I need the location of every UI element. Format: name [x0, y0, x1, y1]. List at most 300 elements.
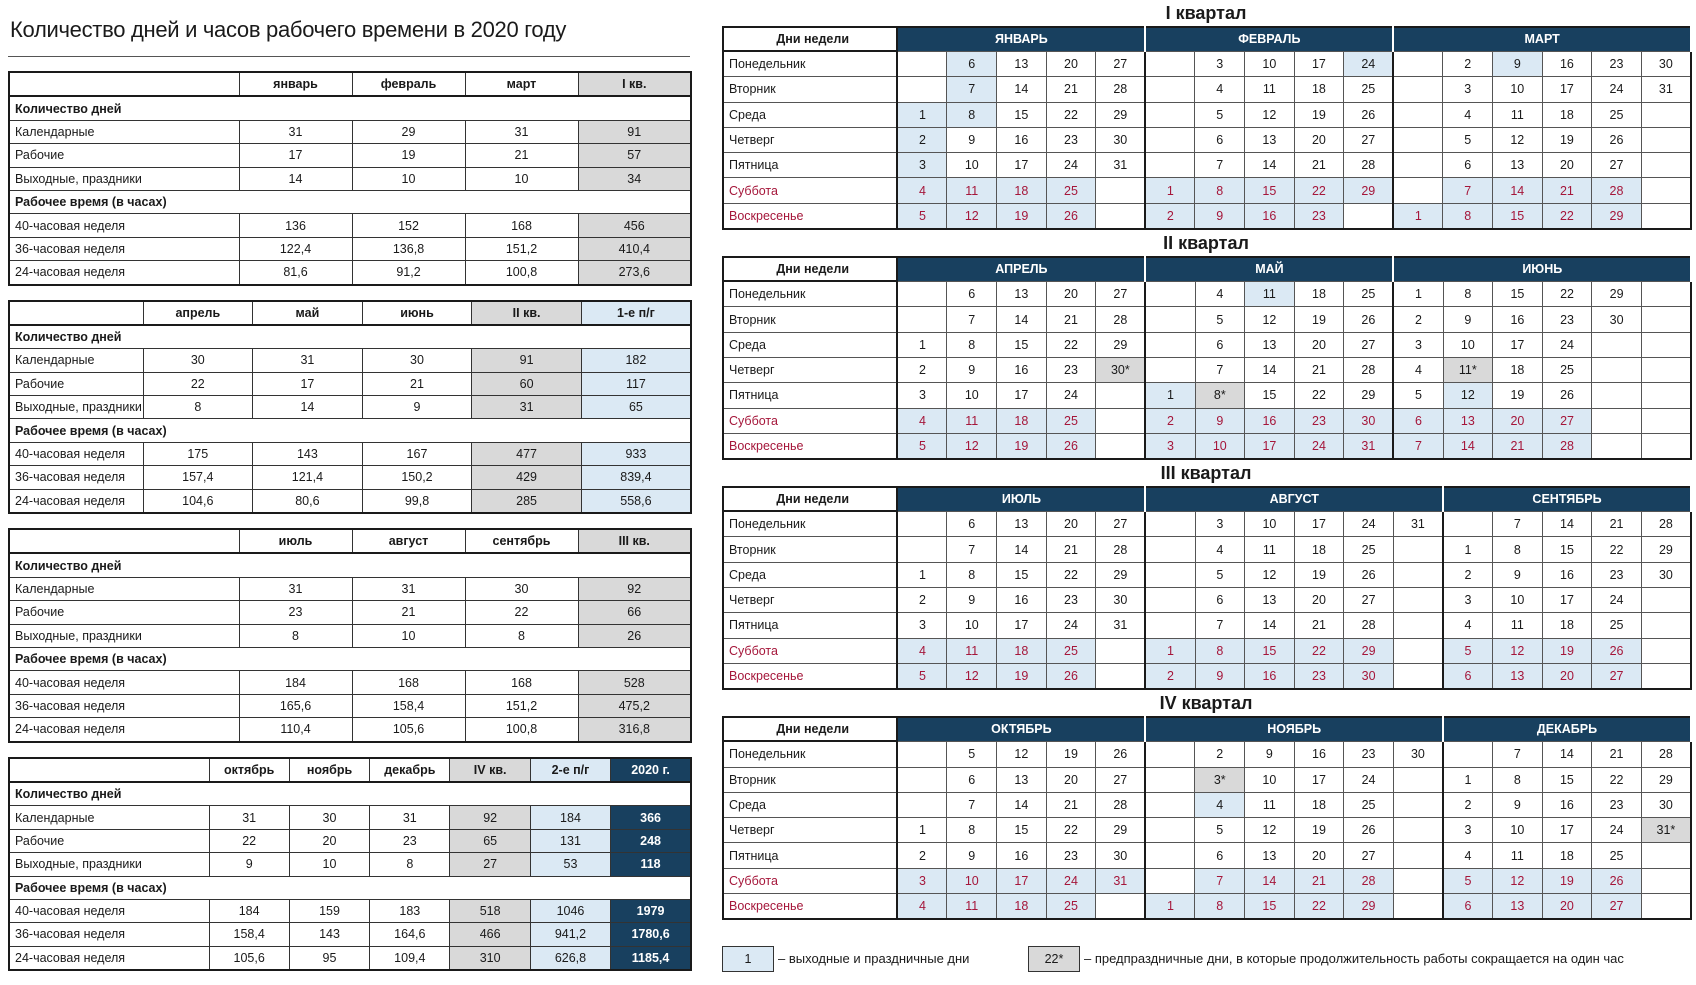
stats-cell: 477	[472, 442, 582, 465]
day-cell: 26	[1344, 818, 1394, 843]
day-cell: 16	[997, 127, 1047, 152]
stats-row-label: 40-часовая неделя	[9, 899, 209, 922]
day-cell: 28	[1096, 307, 1146, 332]
stats-cell: 933	[581, 442, 691, 465]
stats-cell: 152	[352, 214, 465, 237]
stats-cell: 99,8	[362, 489, 472, 513]
stats-cell: 23	[370, 829, 450, 852]
day-cell: 18	[1294, 792, 1344, 817]
stats-cell: 95	[289, 946, 369, 970]
stats-row-label: Выходные, праздники	[9, 624, 239, 647]
day-cell: 4	[1393, 357, 1443, 382]
month-header: ОКТЯБРЬ	[897, 717, 1145, 741]
month-header: МАРТ	[1393, 27, 1691, 51]
day-cell: 20	[1046, 511, 1096, 537]
day-cell: 2	[897, 127, 947, 152]
stats-row	[9, 489, 691, 513]
stats-cell: 466	[450, 923, 530, 946]
day-cell	[897, 767, 947, 792]
stats-cell: 118	[611, 853, 691, 876]
weekday-label: Понедельник	[723, 741, 897, 767]
day-cell: 21	[1542, 178, 1592, 203]
stats-cell: 60	[472, 372, 582, 395]
day-cell: 13	[997, 767, 1047, 792]
stats-row-label: Рабочие	[9, 829, 209, 852]
day-cell: 31	[1641, 77, 1691, 102]
stats-cell: 100,8	[465, 261, 578, 285]
day-cell: 7	[947, 77, 997, 102]
day-cell: 10	[1245, 767, 1295, 792]
stats-cell: 121,4	[253, 466, 363, 489]
day-cell: 5	[947, 741, 997, 767]
day-cell: 29	[1344, 178, 1394, 203]
day-cell: 12	[1245, 818, 1295, 843]
day-cell: 17	[1542, 588, 1592, 613]
day-cell: 21	[1294, 357, 1344, 382]
day-cell	[1641, 613, 1691, 638]
day-cell	[1393, 562, 1443, 587]
day-cell: 3	[897, 613, 947, 638]
day-cell: 1	[897, 102, 947, 127]
day-cell	[1145, 613, 1195, 638]
day-cell: 15	[1245, 178, 1295, 203]
day-cell	[1641, 588, 1691, 613]
stats-row	[9, 120, 691, 143]
stats-column-header: сентябрь	[465, 529, 578, 553]
stats-cell: 165,6	[239, 694, 352, 717]
day-cell: 23	[1294, 203, 1344, 229]
day-cell: 14	[1542, 741, 1592, 767]
stats-cell: 19	[352, 144, 465, 167]
stats-row-label: 36-часовая неделя	[9, 694, 239, 717]
day-cell: 31	[1096, 868, 1146, 893]
day-cell: 22	[1046, 562, 1096, 587]
day-cell: 13	[1245, 127, 1295, 152]
day-cell: 14	[1245, 613, 1295, 638]
day-cell: 11	[947, 408, 997, 433]
day-cell	[1393, 588, 1443, 613]
stats-row-label: 24-часовая неделя	[9, 718, 239, 742]
day-cell	[1641, 433, 1691, 459]
day-cell: 30	[1344, 408, 1394, 433]
day-cell	[1145, 588, 1195, 613]
day-cell: 13	[1245, 588, 1295, 613]
stats-cell: 14	[239, 167, 352, 190]
stats-cell: 30	[289, 806, 369, 829]
stats-cell: 17	[253, 372, 363, 395]
day-cell: 26	[1344, 562, 1394, 587]
day-cell: 25	[1344, 792, 1394, 817]
day-cell: 30*	[1096, 357, 1146, 382]
day-cell	[1145, 562, 1195, 587]
stats-column-header: 2020 г.	[611, 758, 691, 782]
stats-cell: 8	[239, 624, 352, 647]
day-cell: 26	[1046, 433, 1096, 459]
day-cell: 15	[1542, 767, 1592, 792]
day-cell: 1	[897, 818, 947, 843]
stats-cell: 184	[209, 899, 289, 922]
day-cell	[1641, 868, 1691, 893]
day-cell: 20	[1046, 51, 1096, 77]
day-cell: 2	[1393, 307, 1443, 332]
day-cell: 4	[1195, 281, 1245, 307]
day-cell: 17	[997, 153, 1047, 178]
day-cell: 16	[1245, 663, 1295, 689]
day-cell	[897, 77, 947, 102]
stats-cell: 21	[362, 372, 472, 395]
day-cell: 26	[1592, 127, 1642, 152]
stats-cell: 31	[209, 806, 289, 829]
stats-cell: 475,2	[578, 694, 691, 717]
stats-cell: 248	[611, 829, 691, 852]
day-cell: 8*	[1195, 383, 1245, 408]
day-cell	[1592, 357, 1642, 382]
day-cell	[1393, 51, 1443, 77]
day-cell: 28	[1641, 741, 1691, 767]
day-cell: 15	[1542, 537, 1592, 562]
stats-cell: 23	[239, 601, 352, 624]
weekday-label: Воскресенье	[723, 203, 897, 229]
day-cell	[1443, 511, 1493, 537]
day-cell: 25	[1046, 638, 1096, 663]
day-cell: 10	[947, 153, 997, 178]
day-cell: 15	[997, 332, 1047, 357]
day-cell: 11	[1493, 613, 1543, 638]
day-cell	[1393, 537, 1443, 562]
calendar-week-row	[723, 663, 1691, 689]
day-cell: 27	[1592, 894, 1642, 920]
stats-cell: 136	[239, 214, 352, 237]
stats-cell: 8	[143, 396, 253, 419]
stats-cell: 518	[450, 899, 530, 922]
day-cell	[1641, 357, 1691, 382]
stats-section-title: Рабочее время (в часах)	[9, 647, 691, 670]
stats-cell: 31	[472, 396, 582, 419]
day-cell: 23	[1294, 408, 1344, 433]
weekday-label: Вторник	[723, 307, 897, 332]
stats-cell: 27	[450, 853, 530, 876]
day-cell: 3	[1195, 51, 1245, 77]
day-cell: 20	[1294, 127, 1344, 152]
day-cell: 28	[1096, 537, 1146, 562]
day-cell: 21	[1493, 433, 1543, 459]
day-cell: 23	[1046, 588, 1096, 613]
month-header: ДЕКАБРЬ	[1443, 717, 1691, 741]
day-cell	[897, 307, 947, 332]
stats-cell: 182	[581, 349, 691, 372]
day-cell: 6	[1195, 127, 1245, 152]
month-header: АПРЕЛЬ	[897, 257, 1145, 281]
day-cell: 17	[1294, 51, 1344, 77]
day-cell: 18	[1493, 357, 1543, 382]
stats-row	[9, 349, 691, 372]
day-cell: 13	[1493, 153, 1543, 178]
day-cell	[1393, 818, 1443, 843]
day-cell	[1145, 332, 1195, 357]
day-cell: 10	[947, 868, 997, 893]
day-cell: 1	[897, 562, 947, 587]
stats-row-label: Календарные	[9, 349, 143, 372]
stats-row	[9, 167, 691, 190]
day-cell: 14	[997, 77, 1047, 102]
day-cell	[1096, 408, 1146, 433]
day-cell	[1393, 894, 1443, 920]
stats-cell: 150,2	[362, 466, 472, 489]
day-cell: 12	[1245, 307, 1295, 332]
day-cell: 2	[1443, 792, 1493, 817]
day-cell: 29	[1096, 562, 1146, 587]
day-cell: 4	[1195, 77, 1245, 102]
stats-section-row	[9, 782, 691, 806]
stats-cell: 131	[530, 829, 610, 852]
day-cell: 5	[1443, 868, 1493, 893]
day-cell: 4	[897, 894, 947, 920]
day-cell: 12	[1245, 562, 1295, 587]
weekday-label: Воскресенье	[723, 894, 897, 920]
day-cell: 30	[1641, 562, 1691, 587]
day-cell: 21	[1592, 741, 1642, 767]
stats-cell: 81,6	[239, 261, 352, 285]
month-header: СЕНТЯБРЬ	[1443, 487, 1691, 511]
day-cell: 17	[1542, 77, 1592, 102]
calendar-week-row	[723, 562, 1691, 587]
day-cell: 3	[1145, 433, 1195, 459]
day-cell: 23	[1046, 357, 1096, 382]
stats-cell: 168	[352, 671, 465, 694]
stats-cell: 30	[465, 577, 578, 600]
stats-row-label: Рабочие	[9, 372, 143, 395]
stats-section-row	[9, 876, 691, 899]
day-cell: 22	[1294, 383, 1344, 408]
day-cell: 9	[947, 843, 997, 868]
title-divider	[8, 56, 690, 57]
stats-row-label: 24-часовая неделя	[9, 261, 239, 285]
day-cell: 2	[1145, 408, 1195, 433]
day-cell: 28	[1344, 357, 1394, 382]
day-cell: 7	[1195, 868, 1245, 893]
stats-cell: 10	[465, 167, 578, 190]
day-cell: 2	[1145, 663, 1195, 689]
stats-cell: 168	[465, 214, 578, 237]
weekday-label: Вторник	[723, 77, 897, 102]
day-cell	[1443, 741, 1493, 767]
day-cell: 6	[1195, 588, 1245, 613]
day-cell: 30	[1096, 843, 1146, 868]
day-cell: 18	[1542, 102, 1592, 127]
day-cell	[1641, 153, 1691, 178]
day-cell: 6	[947, 511, 997, 537]
day-cell: 6	[1443, 663, 1493, 689]
day-cell: 6	[1443, 894, 1493, 920]
stats-row-label: 36-часовая неделя	[9, 466, 143, 489]
day-cell: 13	[997, 511, 1047, 537]
day-cell: 18	[1294, 537, 1344, 562]
calendar-week-row	[723, 843, 1691, 868]
stats-row	[9, 806, 691, 829]
quarter-title: IV квартал	[1159, 693, 1253, 714]
day-cell: 13	[1493, 663, 1543, 689]
day-cell: 24	[1592, 818, 1642, 843]
stats-cell: 10	[352, 624, 465, 647]
day-cell: 30	[1344, 663, 1394, 689]
day-cell	[1393, 127, 1443, 152]
calendar-week-row	[723, 77, 1691, 102]
day-cell: 17	[1245, 433, 1295, 459]
day-cell: 9	[1195, 663, 1245, 689]
stats-cell: 159	[289, 899, 369, 922]
stats-cell: 14	[253, 396, 363, 419]
stats-cell: 117	[581, 372, 691, 395]
month-header: ИЮНЬ	[1393, 257, 1691, 281]
day-cell: 7	[947, 792, 997, 817]
stats-cell: 410,4	[578, 237, 691, 260]
day-cell: 2	[1443, 51, 1493, 77]
stats-column-header: апрель	[143, 301, 253, 325]
day-cell: 29	[1096, 332, 1146, 357]
day-cell: 16	[1542, 562, 1592, 587]
day-cell: 8	[947, 562, 997, 587]
stats-column-header: июль	[239, 529, 352, 553]
stats-table-4	[8, 757, 692, 972]
day-cell: 12	[1493, 127, 1543, 152]
stats-column-header: IV кв.	[450, 758, 530, 782]
day-cell: 13	[1493, 894, 1543, 920]
calendar-week-row	[723, 792, 1691, 817]
day-cell	[1145, 102, 1195, 127]
stats-row	[9, 694, 691, 717]
calendar-week-row	[723, 153, 1691, 178]
day-cell: 20	[1294, 332, 1344, 357]
day-cell: 14	[1542, 511, 1592, 537]
stats-cell: 168	[465, 671, 578, 694]
day-cell: 18	[997, 408, 1047, 433]
stats-cell: 53	[530, 853, 610, 876]
day-cell	[897, 537, 947, 562]
weekday-label: Четверг	[723, 588, 897, 613]
weekday-label: Понедельник	[723, 281, 897, 307]
stats-cell: 1046	[530, 899, 610, 922]
day-cell	[1592, 383, 1642, 408]
day-cell: 11	[947, 894, 997, 920]
day-cell: 15	[1245, 638, 1295, 663]
day-cell	[1641, 383, 1691, 408]
day-cell: 29	[1344, 383, 1394, 408]
day-cell: 14	[997, 792, 1047, 817]
quarter-calendar-3	[722, 486, 1692, 690]
day-cell: 5	[1195, 307, 1245, 332]
stats-table-3	[8, 528, 692, 743]
stats-column-header: декабрь	[370, 758, 450, 782]
day-cell: 10	[1493, 588, 1543, 613]
day-cell	[1096, 203, 1146, 229]
weekday-label: Воскресенье	[723, 433, 897, 459]
day-cell: 20	[1294, 588, 1344, 613]
day-cell: 28	[1542, 433, 1592, 459]
day-cell: 17	[1294, 767, 1344, 792]
day-cell: 20	[1493, 408, 1543, 433]
stats-cell: 157,4	[143, 466, 253, 489]
stats-column-header: II кв.	[472, 301, 582, 325]
day-cell: 8	[1195, 894, 1245, 920]
day-cell: 6	[1195, 332, 1245, 357]
day-cell	[1641, 178, 1691, 203]
stats-row	[9, 237, 691, 260]
day-cell: 16	[1245, 408, 1295, 433]
day-cell: 17	[997, 383, 1047, 408]
calendar-week-row	[723, 613, 1691, 638]
day-cell: 26	[1592, 868, 1642, 893]
calendar-week-row	[723, 203, 1691, 229]
stats-tables	[8, 71, 690, 971]
day-cell: 23	[1046, 843, 1096, 868]
stats-column-header: январь	[239, 72, 352, 96]
stats-cell: 151,2	[465, 694, 578, 717]
stats-row	[9, 946, 691, 970]
day-cell: 9	[1443, 307, 1493, 332]
day-cell: 9	[1493, 792, 1543, 817]
day-cell: 17	[997, 613, 1047, 638]
calendar-quarters	[722, 0, 1690, 920]
day-cell: 26	[1046, 663, 1096, 689]
stats-column-header: июнь	[362, 301, 472, 325]
day-cell: 25	[1592, 102, 1642, 127]
day-cell: 28	[1096, 77, 1146, 102]
day-cell: 17	[997, 868, 1047, 893]
stats-header-row	[9, 301, 691, 325]
stats-section-title: Количество дней	[9, 553, 691, 577]
day-cell: 25	[1542, 357, 1592, 382]
stats-section-row	[9, 190, 691, 213]
day-cell: 6	[1443, 153, 1493, 178]
day-cell	[1145, 818, 1195, 843]
stats-row-label: Календарные	[9, 806, 209, 829]
day-cell: 27	[1542, 408, 1592, 433]
calendar-week-row	[723, 357, 1691, 382]
stats-cell: 941,2	[530, 923, 610, 946]
stats-row	[9, 923, 691, 946]
day-cell: 2	[897, 843, 947, 868]
day-cell: 12	[947, 203, 997, 229]
day-cell: 29	[1096, 818, 1146, 843]
stats-cell: 1979	[611, 899, 691, 922]
day-cell	[897, 51, 947, 77]
stats-row	[9, 442, 691, 465]
quarter-title: I квартал	[1165, 3, 1247, 23]
day-cell: 1	[1393, 281, 1443, 307]
day-cell: 3	[1443, 588, 1493, 613]
day-cell: 12	[947, 663, 997, 689]
day-cell: 22	[1592, 537, 1642, 562]
day-cell: 6	[1393, 408, 1443, 433]
day-cell: 25	[1046, 894, 1096, 920]
weekday-column-header: Дни недели	[723, 487, 897, 511]
day-cell: 8	[1443, 203, 1493, 229]
stats-row-label: Рабочие	[9, 144, 239, 167]
day-cell: 18	[1542, 843, 1592, 868]
day-cell: 14	[997, 307, 1047, 332]
day-cell: 9	[1195, 408, 1245, 433]
day-cell: 24	[1046, 153, 1096, 178]
day-cell: 13	[1245, 332, 1295, 357]
page-title: Количество дней и часов рабочего времени в 2020 году	[10, 17, 567, 42]
month-header: ИЮЛЬ	[897, 487, 1145, 511]
day-cell: 2	[1145, 203, 1195, 229]
stats-cell: 8	[465, 624, 578, 647]
day-cell: 17	[1542, 818, 1592, 843]
day-cell: 10	[1245, 51, 1295, 77]
calendar-week-row	[723, 767, 1691, 792]
day-cell: 21	[1294, 868, 1344, 893]
